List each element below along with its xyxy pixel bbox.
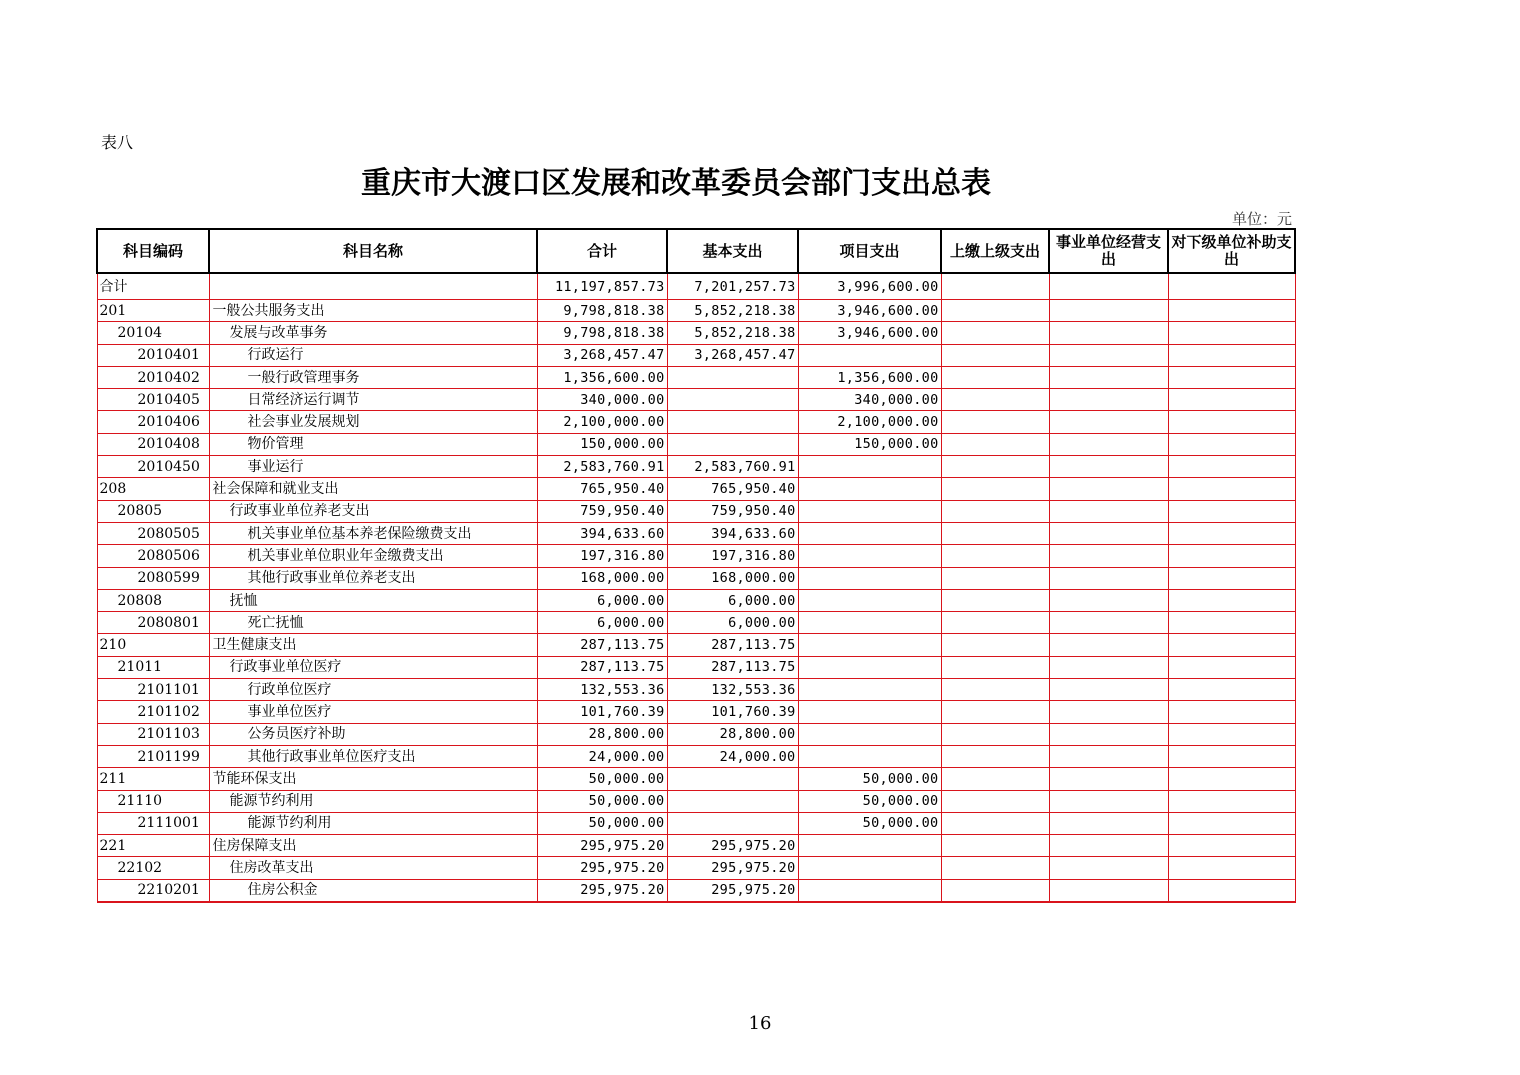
cell-business-ops xyxy=(1049,790,1168,812)
cell-subsidy-lower xyxy=(1168,389,1295,411)
cell-remit-upper xyxy=(941,857,1049,879)
table-row xyxy=(97,567,1295,589)
table-row xyxy=(97,500,1295,522)
cell-basic: 3,268,457.47 xyxy=(667,344,798,366)
cell-remit-upper xyxy=(941,790,1049,812)
cell-project xyxy=(798,701,941,723)
cell-business-ops xyxy=(1049,701,1168,723)
expenditure-table xyxy=(96,228,1296,903)
cell-name: 住房改革支出 xyxy=(209,857,537,879)
cell-total: 1,356,600.00 xyxy=(537,366,667,388)
cell-code: 2101101 xyxy=(97,679,209,701)
cell-remit-upper xyxy=(941,589,1049,611)
cell-name: 机关事业单位基本养老保险缴费支出 xyxy=(209,522,537,544)
cell-business-ops xyxy=(1049,366,1168,388)
cell-total: 394,633.60 xyxy=(537,522,667,544)
cell-code: 2101102 xyxy=(97,701,209,723)
cell-basic: 7,201,257.73 xyxy=(667,273,798,300)
cell-project: 3,946,600.00 xyxy=(798,322,941,344)
cell-basic xyxy=(667,389,798,411)
table-row xyxy=(97,701,1295,723)
cell-project: 50,000.00 xyxy=(798,768,941,790)
cell-code: 合计 xyxy=(97,273,209,300)
cell-subsidy-lower xyxy=(1168,456,1295,478)
cell-subsidy-lower xyxy=(1168,411,1295,433)
table-header-row xyxy=(97,229,1295,273)
cell-total: 9,798,818.38 xyxy=(537,300,667,322)
table-row xyxy=(97,879,1295,902)
cell-name: 事业单位医疗 xyxy=(209,701,537,723)
cell-name: 抚恤 xyxy=(209,589,537,611)
cell-code: 2111001 xyxy=(97,812,209,834)
cell-name: 社会保障和就业支出 xyxy=(209,478,537,500)
cell-basic: 5,852,218.38 xyxy=(667,300,798,322)
cell-remit-upper xyxy=(941,656,1049,678)
table-row xyxy=(97,273,1295,300)
cell-project xyxy=(798,500,941,522)
cell-code: 2010408 xyxy=(97,433,209,455)
header-total: 合计 xyxy=(537,229,667,273)
cell-remit-upper xyxy=(941,411,1049,433)
cell-business-ops xyxy=(1049,567,1168,589)
cell-business-ops xyxy=(1049,322,1168,344)
table-label: 表八 xyxy=(101,133,134,152)
cell-basic: 287,113.75 xyxy=(667,656,798,678)
cell-project xyxy=(798,656,941,678)
cell-subsidy-lower xyxy=(1168,344,1295,366)
cell-name: 住房公积金 xyxy=(209,879,537,902)
table-row xyxy=(97,745,1295,767)
cell-remit-upper xyxy=(941,835,1049,857)
cell-project: 150,000.00 xyxy=(798,433,941,455)
cell-basic: 28,800.00 xyxy=(667,723,798,745)
cell-subsidy-lower xyxy=(1168,656,1295,678)
cell-name: 一般公共服务支出 xyxy=(209,300,537,322)
cell-name: 行政单位医疗 xyxy=(209,679,537,701)
cell-total: 295,975.20 xyxy=(537,835,667,857)
cell-remit-upper xyxy=(941,522,1049,544)
cell-name: 一般行政管理事务 xyxy=(209,366,537,388)
cell-project xyxy=(798,634,941,656)
table-row xyxy=(97,768,1295,790)
cell-total: 287,113.75 xyxy=(537,634,667,656)
cell-total: 2,583,760.91 xyxy=(537,456,667,478)
cell-basic: 295,975.20 xyxy=(667,835,798,857)
cell-subsidy-lower xyxy=(1168,522,1295,544)
cell-remit-upper xyxy=(941,723,1049,745)
cell-total: 132,553.36 xyxy=(537,679,667,701)
cell-remit-upper xyxy=(941,478,1049,500)
table-body xyxy=(97,273,1295,902)
cell-business-ops xyxy=(1049,478,1168,500)
cell-name: 死亡抚恤 xyxy=(209,612,537,634)
cell-business-ops xyxy=(1049,634,1168,656)
cell-basic: 295,975.20 xyxy=(667,857,798,879)
header-subsidy-lower: 对下级单位补助支出 xyxy=(1168,229,1295,273)
cell-basic: 24,000.00 xyxy=(667,745,798,767)
cell-code: 2080599 xyxy=(97,567,209,589)
cell-basic xyxy=(667,366,798,388)
cell-project xyxy=(798,522,941,544)
cell-remit-upper xyxy=(941,701,1049,723)
cell-project: 1,356,600.00 xyxy=(798,366,941,388)
cell-basic xyxy=(667,790,798,812)
cell-name: 卫生健康支出 xyxy=(209,634,537,656)
cell-code: 2080506 xyxy=(97,545,209,567)
cell-business-ops xyxy=(1049,768,1168,790)
cell-subsidy-lower xyxy=(1168,634,1295,656)
cell-total: 150,000.00 xyxy=(537,433,667,455)
cell-remit-upper xyxy=(941,433,1049,455)
cell-project xyxy=(798,545,941,567)
cell-subsidy-lower xyxy=(1168,478,1295,500)
table-row xyxy=(97,322,1295,344)
cell-total: 9,798,818.38 xyxy=(537,322,667,344)
cell-code: 2010402 xyxy=(97,366,209,388)
header-basic: 基本支出 xyxy=(667,229,798,273)
unit-label: 单位：元 xyxy=(1231,210,1292,228)
cell-remit-upper xyxy=(941,567,1049,589)
cell-project: 340,000.00 xyxy=(798,389,941,411)
table-row xyxy=(97,656,1295,678)
cell-code: 2080505 xyxy=(97,522,209,544)
cell-total: 295,975.20 xyxy=(537,857,667,879)
table-row xyxy=(97,411,1295,433)
cell-project xyxy=(798,745,941,767)
header-code: 科目编码 xyxy=(97,229,209,273)
cell-name: 发展与改革事务 xyxy=(209,322,537,344)
cell-total: 168,000.00 xyxy=(537,567,667,589)
cell-business-ops xyxy=(1049,879,1168,902)
cell-remit-upper xyxy=(941,679,1049,701)
cell-subsidy-lower xyxy=(1168,500,1295,522)
table-row xyxy=(97,589,1295,611)
cell-project: 50,000.00 xyxy=(798,790,941,812)
cell-total: 287,113.75 xyxy=(537,656,667,678)
cell-business-ops xyxy=(1049,857,1168,879)
cell-remit-upper xyxy=(941,812,1049,834)
cell-code: 21110 xyxy=(97,790,209,812)
cell-code: 2010401 xyxy=(97,344,209,366)
table-row xyxy=(97,679,1295,701)
cell-basic: 765,950.40 xyxy=(667,478,798,500)
cell-business-ops xyxy=(1049,656,1168,678)
table-row xyxy=(97,522,1295,544)
cell-name: 行政事业单位养老支出 xyxy=(209,500,537,522)
cell-code: 210 xyxy=(97,634,209,656)
cell-project xyxy=(798,612,941,634)
table-row xyxy=(97,857,1295,879)
cell-subsidy-lower xyxy=(1168,723,1295,745)
cell-name xyxy=(209,273,537,300)
cell-total: 50,000.00 xyxy=(537,790,667,812)
table-row xyxy=(97,812,1295,834)
cell-total: 340,000.00 xyxy=(537,389,667,411)
cell-total: 759,950.40 xyxy=(537,500,667,522)
table-row xyxy=(97,835,1295,857)
cell-business-ops xyxy=(1049,612,1168,634)
cell-total: 24,000.00 xyxy=(537,745,667,767)
cell-total: 2,100,000.00 xyxy=(537,411,667,433)
cell-subsidy-lower xyxy=(1168,567,1295,589)
cell-subsidy-lower xyxy=(1168,790,1295,812)
cell-total: 101,760.39 xyxy=(537,701,667,723)
cell-remit-upper xyxy=(941,500,1049,522)
cell-remit-upper xyxy=(941,344,1049,366)
cell-subsidy-lower xyxy=(1168,273,1295,300)
table-row xyxy=(97,545,1295,567)
cell-basic xyxy=(667,411,798,433)
cell-project xyxy=(798,723,941,745)
cell-name: 能源节约利用 xyxy=(209,812,537,834)
page-title: 重庆市大渡口区发展和改革委员会部门支出总表 xyxy=(361,166,991,201)
cell-subsidy-lower xyxy=(1168,612,1295,634)
cell-business-ops xyxy=(1049,411,1168,433)
cell-business-ops xyxy=(1049,433,1168,455)
cell-business-ops xyxy=(1049,500,1168,522)
cell-business-ops xyxy=(1049,745,1168,767)
table-row xyxy=(97,366,1295,388)
cell-business-ops xyxy=(1049,545,1168,567)
cell-business-ops xyxy=(1049,679,1168,701)
page-number: 16 xyxy=(748,1013,772,1034)
cell-subsidy-lower xyxy=(1168,679,1295,701)
cell-total: 765,950.40 xyxy=(537,478,667,500)
table-row xyxy=(97,723,1295,745)
cell-project xyxy=(798,679,941,701)
cell-business-ops xyxy=(1049,300,1168,322)
cell-name: 物价管理 xyxy=(209,433,537,455)
cell-remit-upper xyxy=(941,768,1049,790)
cell-project xyxy=(798,835,941,857)
cell-total: 11,197,857.73 xyxy=(537,273,667,300)
cell-project: 3,996,600.00 xyxy=(798,273,941,300)
cell-business-ops xyxy=(1049,812,1168,834)
cell-total: 50,000.00 xyxy=(537,768,667,790)
cell-code: 20104 xyxy=(97,322,209,344)
cell-project xyxy=(798,478,941,500)
cell-name: 机关事业单位职业年金缴费支出 xyxy=(209,545,537,567)
cell-subsidy-lower xyxy=(1168,433,1295,455)
cell-subsidy-lower xyxy=(1168,589,1295,611)
cell-subsidy-lower xyxy=(1168,812,1295,834)
cell-business-ops xyxy=(1049,456,1168,478)
cell-name: 日常经济运行调节 xyxy=(209,389,537,411)
cell-code: 2101103 xyxy=(97,723,209,745)
cell-basic xyxy=(667,433,798,455)
header-remit-upper: 上缴上级支出 xyxy=(941,229,1049,273)
cell-code: 2080801 xyxy=(97,612,209,634)
cell-project: 2,100,000.00 xyxy=(798,411,941,433)
cell-code: 221 xyxy=(97,835,209,857)
table-row xyxy=(97,612,1295,634)
cell-code: 2101199 xyxy=(97,745,209,767)
cell-business-ops xyxy=(1049,835,1168,857)
cell-basic: 6,000.00 xyxy=(667,589,798,611)
cell-total: 6,000.00 xyxy=(537,612,667,634)
cell-business-ops xyxy=(1049,273,1168,300)
cell-remit-upper xyxy=(941,273,1049,300)
table-row xyxy=(97,790,1295,812)
cell-remit-upper xyxy=(941,545,1049,567)
cell-total: 295,975.20 xyxy=(537,879,667,902)
cell-remit-upper xyxy=(941,634,1049,656)
cell-business-ops xyxy=(1049,723,1168,745)
cell-remit-upper xyxy=(941,612,1049,634)
cell-basic: 168,000.00 xyxy=(667,567,798,589)
cell-code: 201 xyxy=(97,300,209,322)
cell-basic: 132,553.36 xyxy=(667,679,798,701)
cell-name: 社会事业发展规划 xyxy=(209,411,537,433)
cell-subsidy-lower xyxy=(1168,768,1295,790)
cell-project xyxy=(798,589,941,611)
table-row xyxy=(97,389,1295,411)
cell-total: 3,268,457.47 xyxy=(537,344,667,366)
cell-code: 21011 xyxy=(97,656,209,678)
cell-subsidy-lower xyxy=(1168,857,1295,879)
cell-name: 事业运行 xyxy=(209,456,537,478)
cell-project: 3,946,600.00 xyxy=(798,300,941,322)
cell-basic: 5,852,218.38 xyxy=(667,322,798,344)
cell-basic: 197,316.80 xyxy=(667,545,798,567)
table-row xyxy=(97,344,1295,366)
cell-subsidy-lower xyxy=(1168,545,1295,567)
cell-code: 2210201 xyxy=(97,879,209,902)
cell-basic: 759,950.40 xyxy=(667,500,798,522)
cell-code: 2010450 xyxy=(97,456,209,478)
cell-code: 2010406 xyxy=(97,411,209,433)
cell-remit-upper xyxy=(941,745,1049,767)
cell-subsidy-lower xyxy=(1168,701,1295,723)
cell-basic xyxy=(667,768,798,790)
cell-total: 197,316.80 xyxy=(537,545,667,567)
cell-basic: 2,583,760.91 xyxy=(667,456,798,478)
cell-subsidy-lower xyxy=(1168,366,1295,388)
cell-name: 行政事业单位医疗 xyxy=(209,656,537,678)
header-project: 项目支出 xyxy=(798,229,941,273)
cell-project xyxy=(798,344,941,366)
cell-project xyxy=(798,456,941,478)
cell-subsidy-lower xyxy=(1168,300,1295,322)
cell-total: 28,800.00 xyxy=(537,723,667,745)
cell-total: 50,000.00 xyxy=(537,812,667,834)
header-name: 科目名称 xyxy=(209,229,537,273)
table-row xyxy=(97,478,1295,500)
table-row xyxy=(97,634,1295,656)
cell-code: 2010405 xyxy=(97,389,209,411)
cell-name: 其他行政事业单位医疗支出 xyxy=(209,745,537,767)
cell-remit-upper xyxy=(941,389,1049,411)
cell-project xyxy=(798,879,941,902)
cell-name: 公务员医疗补助 xyxy=(209,723,537,745)
cell-project: 50,000.00 xyxy=(798,812,941,834)
cell-basic: 101,760.39 xyxy=(667,701,798,723)
cell-name: 行政运行 xyxy=(209,344,537,366)
cell-basic: 394,633.60 xyxy=(667,522,798,544)
cell-remit-upper xyxy=(941,322,1049,344)
cell-basic: 6,000.00 xyxy=(667,612,798,634)
cell-project xyxy=(798,567,941,589)
cell-remit-upper xyxy=(941,366,1049,388)
cell-name: 其他行政事业单位养老支出 xyxy=(209,567,537,589)
cell-code: 20808 xyxy=(97,589,209,611)
cell-name: 能源节约利用 xyxy=(209,790,537,812)
cell-name: 节能环保支出 xyxy=(209,768,537,790)
table-row xyxy=(97,300,1295,322)
cell-basic: 295,975.20 xyxy=(667,879,798,902)
cell-basic xyxy=(667,812,798,834)
cell-code: 211 xyxy=(97,768,209,790)
table-row xyxy=(97,456,1295,478)
cell-project xyxy=(798,857,941,879)
cell-code: 22102 xyxy=(97,857,209,879)
cell-total: 6,000.00 xyxy=(537,589,667,611)
cell-remit-upper xyxy=(941,879,1049,902)
cell-name: 住房保障支出 xyxy=(209,835,537,857)
table-row xyxy=(97,433,1295,455)
cell-remit-upper xyxy=(941,456,1049,478)
cell-code: 20805 xyxy=(97,500,209,522)
cell-remit-upper xyxy=(941,300,1049,322)
cell-business-ops xyxy=(1049,589,1168,611)
cell-business-ops xyxy=(1049,344,1168,366)
cell-business-ops xyxy=(1049,389,1168,411)
cell-basic: 287,113.75 xyxy=(667,634,798,656)
cell-subsidy-lower xyxy=(1168,745,1295,767)
cell-code: 208 xyxy=(97,478,209,500)
cell-business-ops xyxy=(1049,522,1168,544)
cell-subsidy-lower xyxy=(1168,835,1295,857)
cell-subsidy-lower xyxy=(1168,322,1295,344)
cell-subsidy-lower xyxy=(1168,879,1295,902)
header-business-ops: 事业单位经营支出 xyxy=(1049,229,1168,273)
